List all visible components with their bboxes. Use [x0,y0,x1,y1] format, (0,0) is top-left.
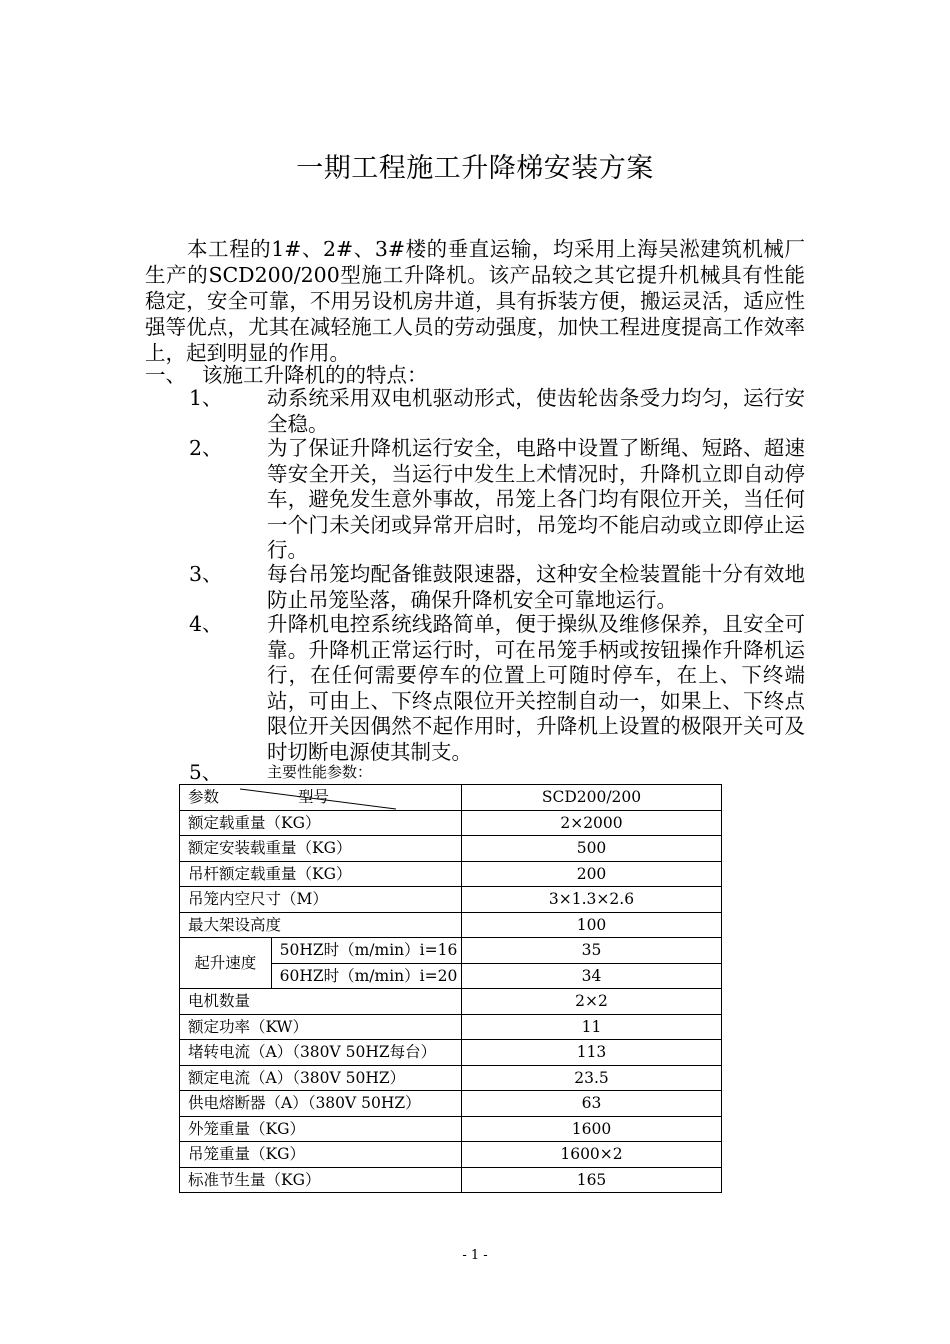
feature-item [189,612,805,765]
item-text: 升降机电控系统线路简单，便于操纵及维修保养，且安全可靠。升降机正常运行时，可在吊笼手柄或按钮操作升降机运行，在任何需要停车的位置上可随时停车，在上、下终端站，可由上、下终点限位开关控制自动一，如果上、下终点限位开关因偶然不起作用时，升降机上设置的极限开关可及时切断电源使其制支。 [267,612,805,764]
header-diagonal-cell [180,785,462,811]
item-number: 1、 [189,386,223,410]
row-value: 113 [462,1040,722,1066]
table-row [180,1116,722,1142]
row-label: 供电熔断器（A）（380V 50HZ） [180,1091,462,1117]
row-label: 额定电流（A）（380V 50HZ） [180,1065,462,1091]
row-value: 100 [462,912,722,938]
item-text: 每台吊笼均配备锥鼓限速器，这种安全检装置能十分有效地防止吊笼坠落，确保升降机安全可靠地运行。 [267,562,805,612]
row-value: 11 [462,1014,722,1040]
row-label: 电机数量 [180,989,462,1015]
item-number: 3、 [189,562,223,586]
table-row [180,1142,722,1168]
row-label: 标准节生量（KG） [180,1167,462,1193]
section-heading [145,362,428,388]
table-header-row [180,785,722,811]
item-text: 为了保证升降机运行安全，电路中设置了断绳、短路、超速等安全开关，当运行中发生上术情况时，升降机立即自动停车，避免发生意外事故，吊笼上各门均有限位开关，当任何一个门未关闭或异常开启时，吊笼均不能启动或立即停止运行。 [267,436,805,562]
table-row [180,861,722,887]
row-label: 50HZ时（m/min）i=16 [271,938,461,964]
row-label: 额定功率（KW） [180,1014,462,1040]
section-title: 该施工升降机的的特点： [202,363,428,387]
row-label: 外笼重量（KG） [180,1116,462,1142]
section-number: 一、 [145,363,186,387]
item-text: 动系统采用双电机驱动形式，使齿轮齿条受力均匀，运行安全稳。 [267,386,805,436]
intro-paragraph: 本工程的1#、2#、3#楼的垂直运输，均采用上海吴淞建筑机械厂生产的SCD200/200型施工升降机。该产品较之其它提升机械具有性能稳定，安全可靠，不用另设机房井道，具有拆装方便，搬运灵活，适应性强等优点，尤其在减轻施工人员的劳动强度，加快工程进度提高工作效率上，起到明显的作用。 [145,237,805,365]
feature-item [189,436,805,564]
item-text: 主要性能参数： [267,763,373,781]
table-row [180,887,722,913]
spec-table [179,784,722,1193]
row-label: 吊笼重量（KG） [180,1142,462,1168]
row-value: 1600 [462,1116,722,1142]
table-row [180,810,722,836]
row-value: 165 [462,1167,722,1193]
row-label: 吊杆额定载重量（KG） [180,861,462,887]
header-model-value: SCD200/200 [462,785,722,811]
item-number: 4、 [189,612,223,636]
page-number: - 1 - [462,1248,488,1263]
row-value: 200 [462,861,722,887]
row-label: 60HZ时（m/min）i=20 [271,963,461,989]
row-value: 23.5 [462,1065,722,1091]
row-value: 2×2 [462,989,722,1015]
row-value: 3×1.3×2.6 [462,887,722,913]
table-row [180,1040,722,1066]
item-number: 5、 [189,760,222,784]
feature-item [189,562,805,613]
table-row [180,1167,722,1193]
header-model-label: 型号 [298,788,330,806]
row-value: 1600×2 [462,1142,722,1168]
row-label: 吊笼内空尺寸（M） [180,887,462,913]
header-param-label: 参数 [188,788,220,807]
feature-item [189,386,805,437]
table-row [180,1065,722,1091]
feature-item [189,760,805,786]
row-value: 2×2000 [462,810,722,836]
row-value: 35 [462,938,722,964]
table-row [180,938,722,964]
row-label: 额定载重量（KG） [180,810,462,836]
row-value: 63 [462,1091,722,1117]
table-row [180,912,722,938]
item-number: 2、 [189,436,223,460]
speed-group-label: 起升速度 [180,938,272,989]
table-row [180,1091,722,1117]
table-row [180,836,722,862]
row-label: 额定安装载重量（KG） [180,836,462,862]
document-title: 一期工程施工升降梯安装方案 [296,153,654,184]
table-row [180,1014,722,1040]
row-label: 堵转电流（A）（380V 50HZ每台） [180,1040,462,1066]
table-row [180,989,722,1015]
row-value: 500 [462,836,722,862]
row-value: 34 [462,963,722,989]
row-label: 最大架设高度 [180,912,462,938]
